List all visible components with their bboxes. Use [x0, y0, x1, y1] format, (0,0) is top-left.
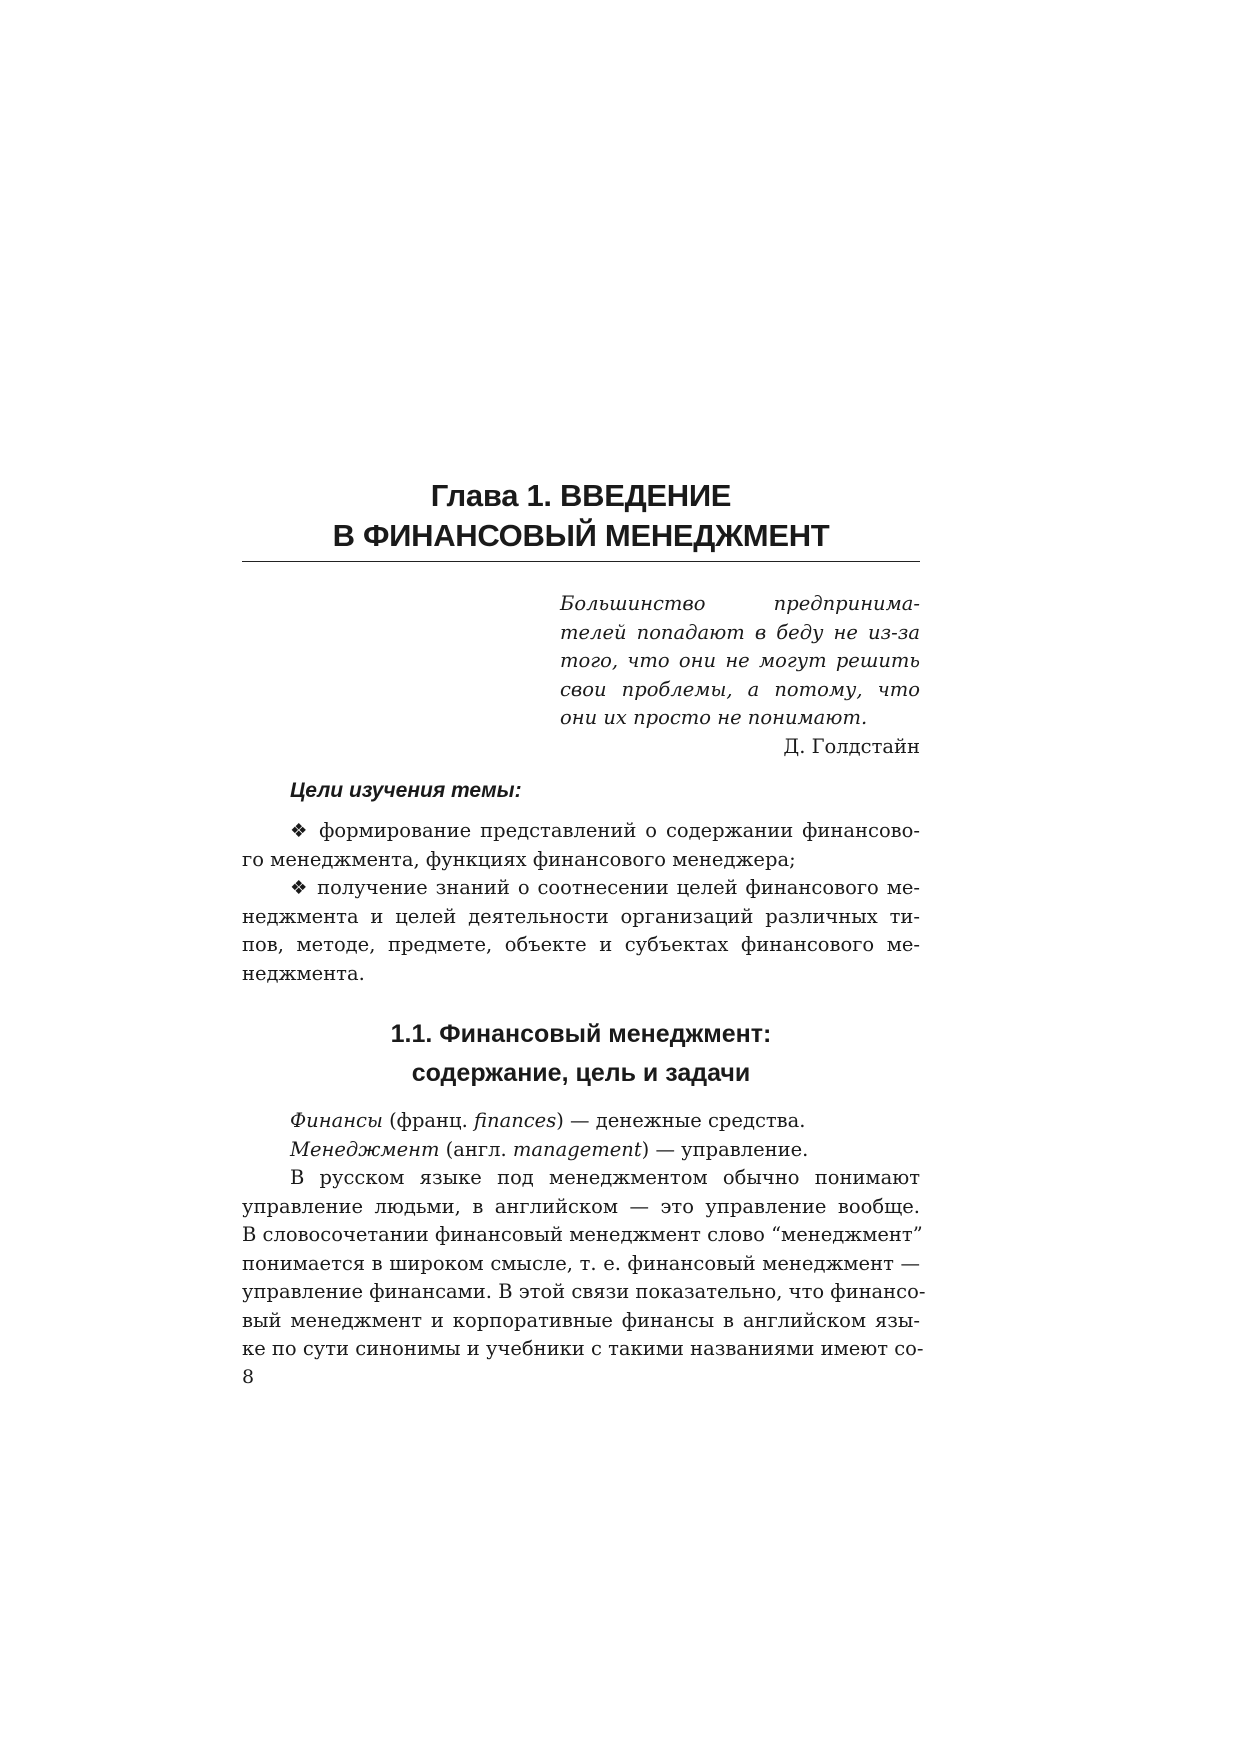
epigraph-line: Большинство предпринима- [560, 592, 920, 615]
paragraph-line: ке по сути синонимы и учебники с такими названиями имеют со- [242, 1337, 924, 1360]
section-body [242, 1107, 926, 1364]
epigraph-line: телей попадают в беду не из-за [560, 620, 920, 644]
epigraph-line: они их просто не понимают. [560, 706, 868, 729]
chapter-rule [242, 561, 920, 562]
paragraph-line: В словосочетании финансовый менеджмент слово “менеджмент” [242, 1223, 923, 1246]
page-number: 8 [242, 1366, 255, 1388]
section-title-line-1: 1.1. Финансовый менеджмент: [390, 1020, 772, 1048]
goal-item-1-line: го менеджмента, функциях финансового менеджера; [242, 847, 796, 871]
chapter-title-line-1: Глава 1. ВВЕДЕНИЕ [430, 478, 732, 513]
goals-heading: Цели изучения темы: [290, 779, 522, 802]
paragraph-line: управление финансами. В этой связи показательно, что финансо- [242, 1280, 926, 1303]
definition-management: Менеджмент (англ. management) — управление. [290, 1137, 809, 1161]
chapter-title-line-2: В ФИНАНСОВЫЙ МЕНЕДЖМЕНТ [332, 518, 830, 553]
paragraph-line: управление людьми, в английском — это управление вообще. [242, 1194, 920, 1218]
section-title [242, 1015, 920, 1093]
paragraph-line: В русском языке под менеджментом обычно понимают [290, 1166, 920, 1189]
goal-item-2-line: неджмента. [242, 961, 365, 985]
goal-item-1-line: ❖ формирование представлений о содержании финансово- [290, 819, 920, 842]
goal-item-2-line: ❖ получение знаний о соотнесении целей финансового ме- [290, 876, 920, 899]
epigraph-author: Д. Голдстайн [783, 734, 920, 758]
goal-item-2-line: неджмента и целей деятельности организаций различных ти- [242, 904, 920, 928]
epigraph [560, 590, 920, 761]
diamond-bullet-icon: ❖ [290, 876, 310, 899]
paragraph-line: понимается в широком смысле, т. е. финансовый менеджмент — [242, 1251, 920, 1275]
definition-finance: Финансы (франц. finances) — денежные средства. [290, 1109, 806, 1132]
paragraph-line: вый менеджмент и корпоративные финансы в английском язы- [242, 1308, 920, 1332]
section-title-line-2: содержание, цель и задачи [411, 1059, 751, 1087]
chapter-title [242, 476, 920, 556]
goals-list [242, 817, 920, 988]
diamond-bullet-icon: ❖ [290, 819, 311, 842]
epigraph-line: того, что они не могут решить [560, 649, 920, 672]
epigraph-line: свои проблемы, а потому, что [560, 677, 920, 701]
goal-item-2-line: пов, методе, предмете, объекте и субъектах финансового ме- [242, 933, 920, 956]
